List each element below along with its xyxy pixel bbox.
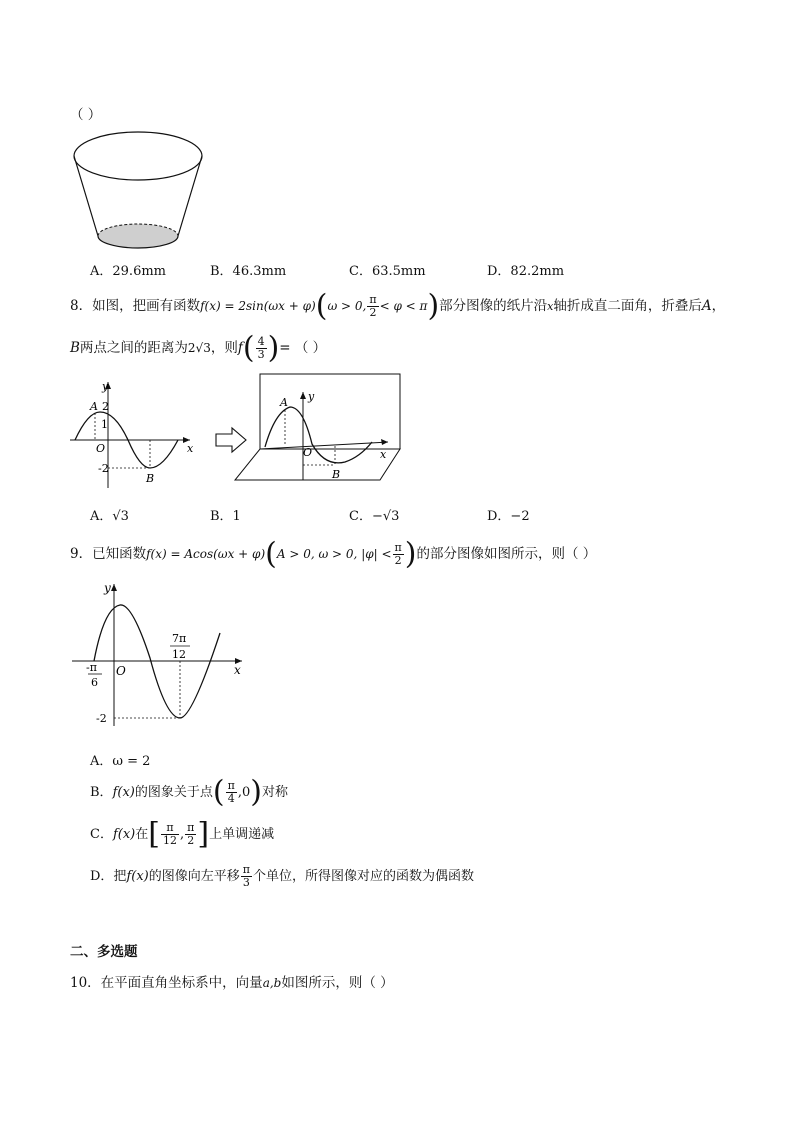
q9-optb-paren-close: ) [250, 774, 262, 810]
q9-7pi-12-label [170, 632, 190, 661]
q8-func: f(x) = 2sin(ωx + φ) [200, 299, 316, 313]
q8-cond-a: ω > 0, [327, 299, 367, 313]
q9-y-label: y [104, 581, 111, 595]
section-title-multiple-choice: 二、多选题 [70, 944, 138, 960]
q8-right-y-arrow [300, 392, 306, 399]
q9-optb-paren-open: ( [212, 774, 225, 810]
q10-stem [70, 971, 394, 991]
q9-paren-close: ) [404, 536, 417, 572]
q8-left-two-label: 2 [102, 400, 109, 413]
q8-left-b-label: B [146, 472, 155, 485]
frustum-bottom-back [98, 224, 178, 236]
q9-func: f(x) = Acos(ωx + φ) [146, 547, 266, 561]
q9-optb-label: B． [90, 785, 113, 800]
q8-rest2: 轴折成直二面角，折叠后 [553, 298, 702, 314]
q9-optd-f: f(x) [126, 869, 149, 884]
q9-optc-post: 上单调递减 [209, 827, 275, 842]
q7-option-c[interactable]: C．63.5mm [349, 264, 426, 279]
q8-fparen-open: ( [242, 330, 255, 366]
q9-optd-mid: 的图像向左平移 [148, 869, 240, 884]
q8-f: f [237, 340, 243, 356]
q9-o-label: O [116, 664, 126, 678]
q9-optc-label: C． [90, 827, 113, 842]
q8-left-neg2-label: -2 [98, 462, 109, 475]
q9-optc-bracket-open: [ [148, 816, 160, 852]
q8-right-x-label: x [380, 448, 387, 461]
q9-optb-mid: 的图象关于点 [134, 785, 213, 800]
q8-x-var: x [547, 300, 554, 313]
q8-right-horizontal-plane [235, 449, 400, 480]
q9-optc-frac2: $\frac{\pi}{2}$ [187, 821, 195, 847]
q9-optb-f: f(x) [112, 785, 135, 800]
q9-optb-frac: $\frac{\pi}{4}$ [227, 779, 235, 805]
q8-eq-paren: = （ ） [279, 340, 327, 356]
q8-stem-line1 [70, 288, 726, 324]
svg-text:7π: 7π [172, 632, 187, 645]
q7-option-b[interactable]: B．46.3mm [210, 264, 287, 279]
q9-optd-frac: $\frac{\pi}{3}$ [242, 863, 250, 889]
q9-optc-comma: , [179, 827, 185, 842]
q9-frac-pi-2: $\frac{\pi}{2}$ [394, 541, 402, 567]
q7-option-d[interactable]: D．82.2mm [487, 264, 565, 279]
q9-y-arrow [111, 584, 117, 591]
q8-paren-open: ( [315, 288, 328, 324]
q8-figure [70, 372, 410, 490]
q8-right-x-arrow [381, 439, 388, 445]
q8-left-y-label: y [102, 380, 109, 393]
q9-option-d[interactable] [90, 864, 474, 889]
q8-rest1: 部分图像的纸片沿 [439, 298, 548, 314]
q9-optc-in: 在 [135, 827, 149, 842]
q8-left-x-label: x [187, 442, 194, 455]
q8-cond-b: < φ < π [379, 299, 428, 313]
q8-dist: 2√3 [187, 341, 211, 355]
q8-frac-pi-2: $\frac{\pi}{2}$ [369, 293, 377, 319]
q8-left-a-label: A [90, 400, 98, 413]
q8-line2a: 两点之间的距离为 [79, 340, 188, 356]
q8-right-b-label: B [332, 468, 341, 481]
q9-neg-pi-6-label [86, 661, 102, 689]
q9-figure [70, 578, 250, 728]
svg-text:6: 6 [91, 676, 98, 689]
q9-x-label: x [234, 663, 241, 677]
q9-rest: 的部分图像如图所示，则（ ） [416, 546, 597, 562]
q8-b-var: B [70, 340, 80, 356]
q9-cond: A > 0, ω > 0, |φ| < [276, 547, 392, 561]
q8-stem-line2 [70, 330, 327, 366]
q8-a-var: A [701, 298, 712, 314]
q8-line2b: ，则 [210, 340, 238, 356]
q8-right-y-label: y [308, 390, 315, 403]
q9-paren-open: ( [265, 536, 277, 572]
q8-right-curve [265, 407, 372, 463]
q9-option-a[interactable]: A．ω = 2 [90, 754, 151, 769]
frustum-top-ellipse [74, 132, 202, 180]
q9-option-c[interactable] [90, 816, 275, 852]
q8-number: 8．如图，把画有函数 [70, 298, 201, 314]
q8-left-one-label: 1 [101, 418, 108, 431]
frustum-bottom-front [98, 236, 178, 248]
q8-fparen-close: ) [267, 330, 280, 366]
q8-right-a-label: A [280, 396, 288, 409]
svg-text:12: 12 [172, 648, 186, 661]
q9-optb-zero: ,0 [237, 785, 251, 800]
q9-optd-label: D．把 [90, 869, 127, 884]
q9-option-b[interactable] [90, 774, 288, 810]
q9-optc-frac1: $\frac{\pi}{12}$ [162, 821, 177, 847]
q8-paren-close: ) [427, 288, 440, 324]
q8-left-o-label: O [96, 442, 106, 455]
frustum-figure [70, 128, 210, 254]
q9-neg2-label: -2 [96, 712, 107, 725]
q10-vectors: a,b [262, 976, 282, 990]
q8-right-vertical-plane [260, 374, 400, 449]
q9-optd-post: 个单位，所得图像对应的函数为偶函数 [252, 869, 474, 884]
q8-option-d[interactable]: D．−2 [487, 509, 530, 524]
q9-number: 9．已知函数 [70, 546, 147, 562]
frustum-left-edge [74, 156, 98, 236]
q8-comma: ， [711, 298, 726, 314]
q10-rest: 如图所示，则（ ） [281, 975, 394, 991]
q8-transform-arrow [216, 428, 246, 452]
q9-optc-bracket-close: ] [197, 816, 210, 852]
q9-optc-f: f(x) [112, 827, 136, 842]
q8-right-o-label: O [303, 446, 313, 459]
q8-option-b[interactable]: B．1 [210, 509, 241, 524]
q8-option-a[interactable]: A．√3 [90, 509, 129, 524]
answer-paren: （ ） [70, 107, 102, 123]
q8-option-c[interactable]: C．−√3 [349, 509, 400, 524]
frustum-right-edge [178, 156, 202, 236]
q9-optb-post: 对称 [261, 785, 288, 800]
q10-text: 10．在平面直角坐标系中，向量 [70, 975, 263, 991]
q9-stem [70, 536, 597, 572]
q7-option-a[interactable]: A．29.6mm [90, 264, 166, 279]
q8-frac-4-3: $\frac{4}{3}$ [257, 335, 265, 361]
svg-text:-π: -π [86, 661, 97, 674]
